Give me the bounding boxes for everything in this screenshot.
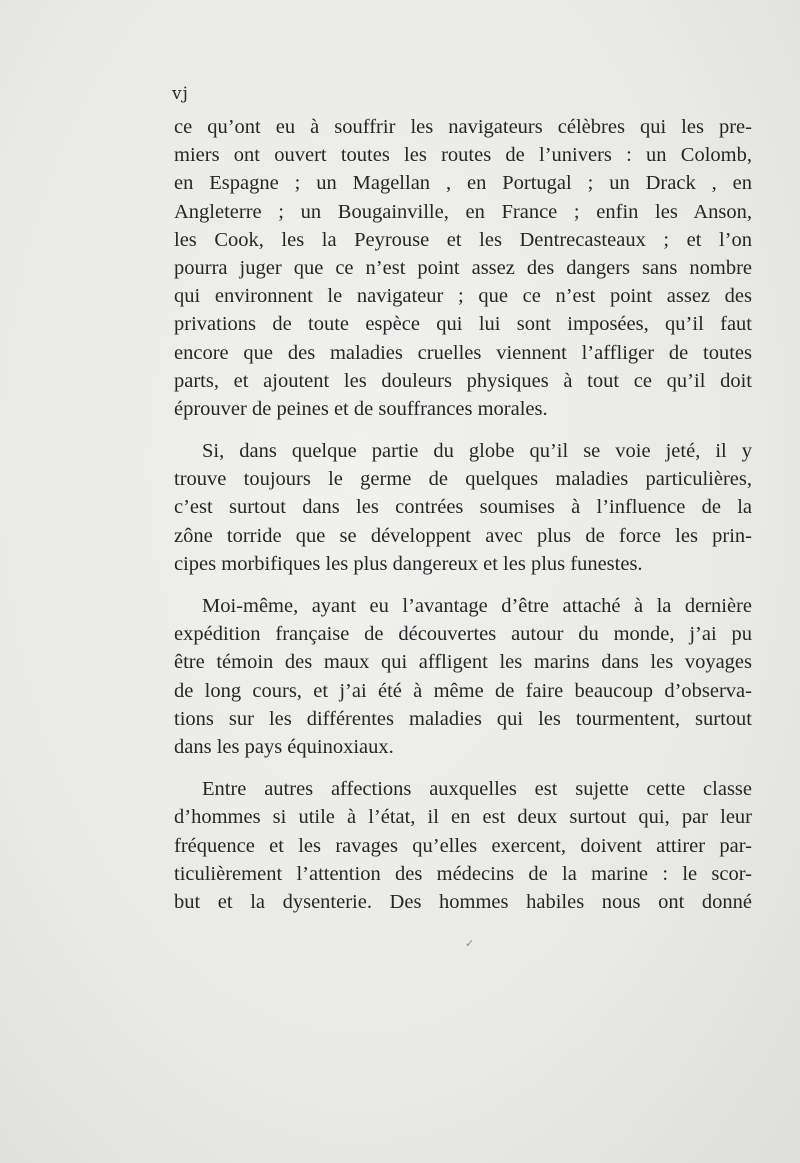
text-line: fréquence et les ravages qu’elles exercent, doivent attirer par- xyxy=(174,834,752,857)
text-line: Angleterre ; un Bougainville, en France ; enfin les Anson, xyxy=(174,200,752,223)
text-line: encore que des maladies cruelles viennent l’affliger de toutes xyxy=(174,341,752,364)
text-line: éprouver de peines et de souffrances morales. xyxy=(174,397,548,420)
text-line: d’hommes si utile à l’état, il en est deux surtout qui, par leur xyxy=(174,806,752,829)
text-line: tions sur les différentes maladies qui les tourmentent, surtout xyxy=(174,707,752,730)
paragraph-1 xyxy=(174,113,752,423)
paragraph-2 xyxy=(174,437,752,578)
print-mark: ✓ xyxy=(465,938,475,950)
text-line: but et la dysenterie. Des hommes habiles nous ont donné xyxy=(174,890,752,913)
text-line: dans les pays équinoxiaux. xyxy=(174,735,394,758)
text-line: cipes morbifiques les plus dangereux et les plus funestes. xyxy=(174,552,643,575)
text-line: privations de toute espèce qui lui sont imposées, qu’il faut xyxy=(174,313,752,336)
text-line: parts, et ajoutent les douleurs physiques à tout ce qu’il doit xyxy=(174,369,752,392)
text-line: ce qu’ont eu à souffrir les navigateurs célèbres qui les pre- xyxy=(174,116,752,138)
text-line: zône torride que se développent avec plus de force les prin- xyxy=(174,524,752,547)
text-line: être témoin des maux qui affligent les marins dans les voyages xyxy=(174,651,752,674)
text-line: en Espagne ; un Magellan , en Portugal ; un Drack , en xyxy=(174,172,752,195)
text-line: Si, dans quelque partie du globe qu’il se voie jeté, il y xyxy=(202,440,752,463)
text-line: trouve toujours le germe de quelques maladies particulières, xyxy=(174,468,752,491)
text-line: pourra juger que ce n’est point assez des dangers sans nombre xyxy=(174,256,752,279)
body-text xyxy=(174,113,752,916)
text-line: ticulièrement l’attention des médecins de la marine : le scor- xyxy=(174,862,752,885)
paragraph-4 xyxy=(174,775,752,916)
text-line: les Cook, les la Peyrouse et les Dentrecasteaux ; et l’on xyxy=(174,228,752,251)
text-line: expédition française de découvertes autour du monde, j’ai pu xyxy=(174,623,752,646)
paragraph-3 xyxy=(174,592,752,761)
text-line: Entre autres affections auxquelles est sujette cette classe xyxy=(202,778,752,801)
text-line: c’est surtout dans les contrées soumises à l’influence de la xyxy=(174,496,752,519)
text-line: Moi-même, ayant eu l’avantage d’être attaché à la dernière xyxy=(202,595,752,617)
page-number: vj xyxy=(172,84,189,104)
text-line: de long cours, et j’ai été à même de faire beaucoup d’observa- xyxy=(174,679,752,702)
text-line: qui environnent le navigateur ; que ce n’est point assez des xyxy=(174,285,752,308)
text-line: miers ont ouvert toutes les routes de l’univers : un Colomb, xyxy=(174,144,752,167)
